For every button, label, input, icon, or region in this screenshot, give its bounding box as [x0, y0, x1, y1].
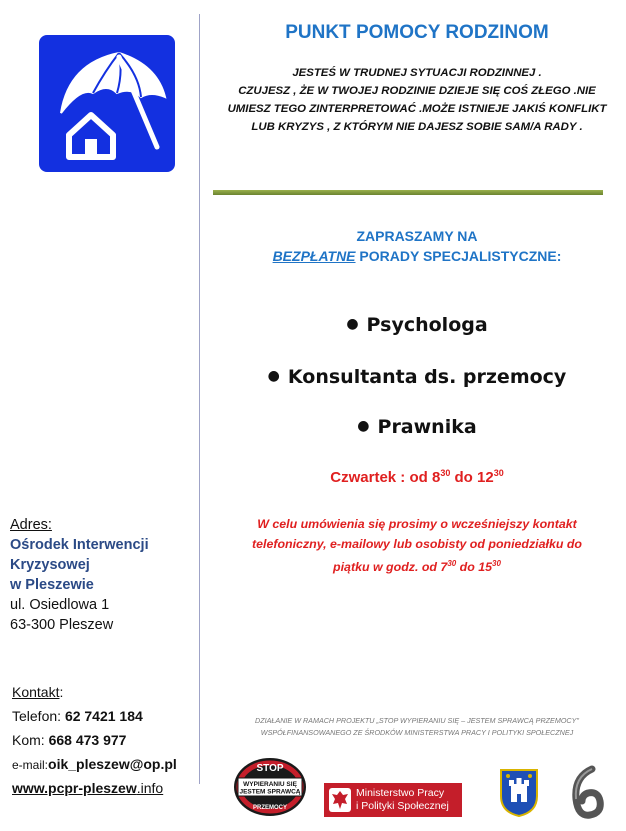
ministry-logo	[324, 783, 462, 817]
phone-row	[12, 708, 202, 724]
address-label: Adres:	[10, 517, 52, 533]
project-note	[212, 715, 622, 739]
address-city: 63-300 Pleszew	[10, 617, 114, 633]
org-name-line: Kryzysowej	[10, 557, 90, 573]
mobile-label: Kom:	[12, 732, 49, 748]
invite-line	[212, 246, 622, 266]
stop-logo-text: STOP	[256, 763, 284, 774]
ministry-line: Ministerstwo Pracy	[356, 787, 445, 799]
intro-line: CZUJESZ , ŻE W TWOJEJ RODZINIE DZIEJE SIĘ COŚ ZŁEGO .NIE	[238, 85, 596, 97]
bullet-icon: ●	[267, 368, 280, 384]
stop-logo-text: PRZEMOCY	[252, 805, 288, 811]
website-tld: .info	[136, 780, 164, 796]
appointment-info	[212, 514, 622, 577]
project-line: WSPÓŁFINANSOWANEGO ZE ŚRODKÓW MINISTERSTWA PRACY I POLITYKI SPOŁECZNEJ	[260, 728, 574, 737]
appointment-line: telefoniczny, e-mailowy lub osobisty od poniedziałku do	[252, 537, 582, 551]
website-link[interactable]	[12, 780, 202, 796]
invite-line-rest: PORADY SPECJALISTYCZNE:	[355, 248, 562, 264]
email-link[interactable]: oik_pleszew@op.pl	[48, 756, 177, 772]
bullet-icon: ●	[357, 418, 370, 434]
hours-sup: 30	[440, 468, 451, 478]
hours-text: Czwartek : od 8	[330, 469, 441, 486]
appointment-line: W celu umówienia się prosimy o wcześniejszy kontakt	[257, 517, 577, 531]
invite-line: ZAPRASZAMY NA	[356, 228, 478, 244]
eagle-icon	[329, 788, 351, 812]
contact-label	[12, 684, 202, 700]
office-hours	[212, 468, 622, 486]
section-divider	[213, 190, 603, 195]
intro-text	[212, 64, 622, 136]
intro-line: UMIESZ TEGO ZINTERPRETOWAĆ .MOŻE ISTNIEJE JAKIŚ KONFLIKT	[227, 103, 607, 115]
stop-logo-text: WYPIERANIU SIĘ	[243, 781, 297, 788]
contact-block	[12, 684, 202, 804]
stop-campaign-logo	[232, 756, 308, 818]
appointment-text: do 15	[456, 560, 493, 575]
address-street: ul. Osiedlowa 1	[10, 597, 110, 613]
appointment-text: piątku w godz. od 7	[333, 560, 448, 575]
hours-text: do 12	[450, 469, 494, 486]
bullet-icon: ●	[346, 316, 359, 332]
mobile-number[interactable]: 668 473 977	[48, 732, 127, 748]
service-item	[212, 416, 622, 438]
appointment-sup: 30	[447, 559, 457, 568]
stop-logo-text: JESTEM SPRAWCĄ	[239, 788, 301, 796]
mobile-row	[12, 732, 202, 748]
invite-heading	[212, 226, 622, 266]
address-block	[10, 515, 195, 635]
service-label: Konsultanta ds. przemocy	[287, 366, 567, 388]
ministry-name	[356, 787, 449, 813]
contact-label-text: Kontakt	[12, 684, 60, 700]
page-title: PUNKT POMOCY RODZINOM	[285, 22, 549, 43]
website-domain: www.pcpr-pleszew	[12, 780, 137, 796]
invite-emphasis: BEZPŁATNE	[272, 248, 356, 264]
hours-sup: 30	[493, 468, 504, 478]
coat-of-arms-icon	[498, 766, 540, 818]
appointment-line	[212, 554, 622, 577]
org-name-line: w Pleszewie	[10, 577, 94, 593]
org-name-line: Ośrodek Interwencji	[10, 537, 149, 553]
umbrella-house-icon	[39, 35, 175, 172]
service-item	[212, 366, 622, 388]
organization-emblem-icon	[566, 765, 606, 821]
phone-label: Telefon:	[12, 708, 65, 724]
email-row	[12, 756, 202, 772]
intro-line: JESTEŚ W TRUDNEJ SYTUACJI RODZINNEJ .	[292, 67, 542, 79]
vertical-divider	[199, 14, 200, 784]
umbrella-house-logo	[39, 35, 175, 172]
intro-line: LUB KRYZYS , Z KTÓRYM NIE DAJESZ SOBIE SAM/A RADY .	[251, 121, 583, 133]
appointment-sup: 30	[492, 559, 501, 568]
service-label: Psychologa	[366, 314, 488, 336]
email-label: e-mail:	[12, 758, 49, 772]
project-line: DZIAŁANIE W RAMACH PROJEKTU „STOP WYPIERANIU SIĘ – JESTEM SPRAWCĄ PRZEMOCY"	[255, 716, 579, 725]
contact-colon: :	[59, 684, 64, 700]
service-item	[212, 314, 622, 336]
ministry-line: i Polityki Społecznej	[356, 800, 449, 812]
phone-number[interactable]: 62 7421 184	[64, 708, 143, 724]
service-label: Prawnika	[377, 416, 477, 438]
